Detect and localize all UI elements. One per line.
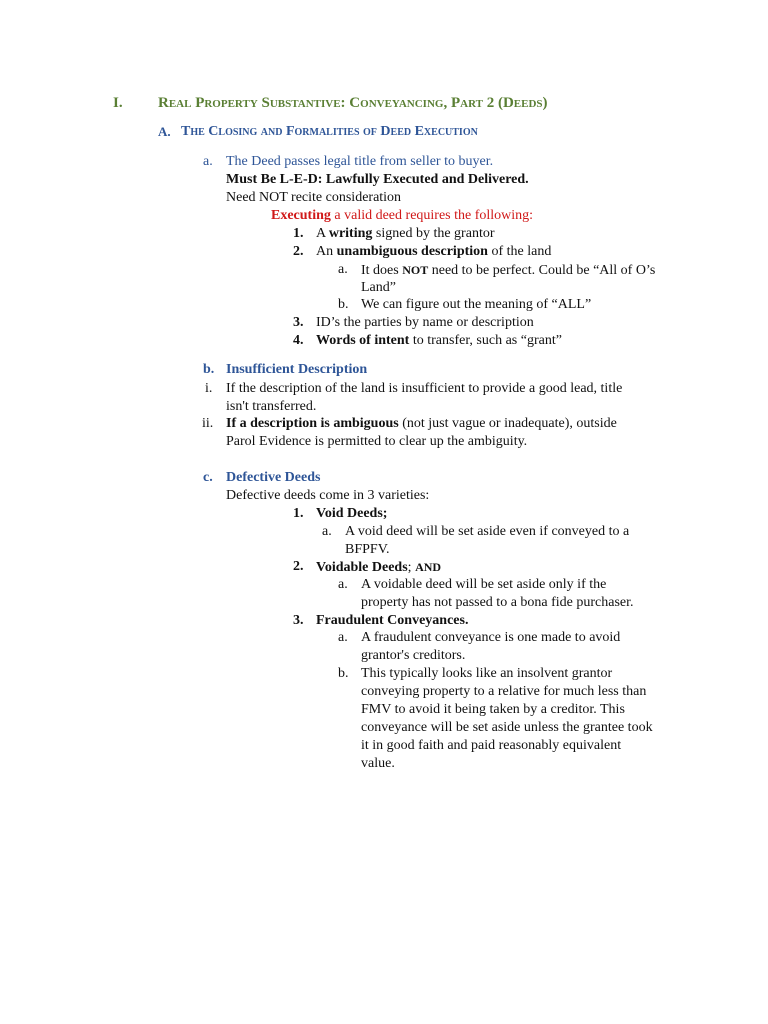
item-2-text: An unambiguous description of the land — [316, 244, 552, 259]
type-3-label: Fraudulent Conveyances. — [316, 613, 469, 628]
item-1-text: A writing signed by the grantor — [316, 226, 495, 241]
sub-b-line1: We can figure out the meaning of “ALL” — [361, 297, 592, 312]
item-3-num: 3. — [293, 315, 304, 330]
type-2-num: 2. — [293, 559, 304, 574]
executing-line — [271, 207, 533, 225]
part-b-title: Insufficient Description — [226, 362, 368, 377]
sub-b-marker: b. — [338, 297, 349, 312]
fraud-b-line: conveyance will be set aside unless the grantee took — [361, 720, 653, 735]
part-a-consideration: Need NOT recite consideration — [226, 190, 402, 205]
part-b-ii-line1: If a description is ambiguous (not just vague or inadequate), outside — [226, 416, 617, 431]
sub-a-line2: Land” — [361, 280, 396, 295]
fraud-a-marker: a. — [338, 630, 348, 645]
fraud-a-line2: grantor's creditors. — [361, 648, 466, 663]
part-b-i-marker: i. — [205, 381, 213, 396]
part-c-intro: Defective deeds come in 3 varieties: — [226, 488, 430, 503]
item-4-num: 4. — [293, 333, 304, 348]
voidable-a-line2: property has not passed to a bona fide purchaser. — [361, 595, 634, 610]
part-b-marker: b. — [203, 362, 215, 377]
item-3-text: ID’s the parties by name or description — [316, 315, 534, 330]
part-b-ii-marker: ii. — [202, 416, 214, 431]
void-a-line1: A void deed will be set aside even if conveyed to a — [345, 524, 630, 539]
part-c-title: Defective Deeds — [226, 470, 321, 485]
item-2-num: 2. — [293, 244, 304, 259]
executing-rest: a valid deed requires the following: — [330, 208, 534, 223]
type-3-num: 3. — [293, 613, 304, 628]
fraud-b-line: FMV to avoid it being taken by a creditor. This — [361, 702, 625, 717]
sub-a-line1: It does NOT need to be perfect. Could be “All of O’s — [361, 263, 656, 278]
fraud-b-line: conveying property to a relative for much less than — [361, 684, 647, 699]
executing-bold: Executing — [271, 208, 331, 223]
section-title: Real Property Substantive: Conveyancing, Part 2 (Deeds) — [158, 95, 548, 111]
voidable-a-line1: A voidable deed will be set aside only if the — [361, 577, 607, 592]
fraud-b-line: value. — [361, 756, 395, 771]
fraud-b-marker: b. — [338, 666, 349, 681]
type-2-label: Voidable Deeds; AND — [316, 560, 442, 575]
fraud-a-line1: A fraudulent conveyance is one made to avoid — [361, 630, 621, 645]
part-b-i-line2: isn't transferred. — [226, 399, 317, 414]
voidable-a-marker: a. — [338, 577, 348, 592]
subsection-title: The Closing and Formalities of Deed Execution — [181, 124, 478, 139]
item-4-text: Words of intent to transfer, such as “grant” — [316, 333, 562, 348]
part-c-marker: c. — [203, 470, 213, 485]
part-b-ii-line2: Parol Evidence is permitted to clear up the ambiguity. — [226, 434, 528, 449]
fraud-b-line: it in good faith and paid reasonably equivalent — [361, 738, 622, 753]
item-1-num: 1. — [293, 226, 304, 241]
section-numeral: I. — [113, 95, 123, 111]
fraud-b-line: This typically looks like an insolvent grantor — [361, 666, 613, 681]
void-a-marker: a. — [322, 524, 332, 539]
type-1-label: Void Deeds; — [316, 506, 388, 521]
subsection-letter: A. — [158, 124, 171, 139]
type-1-num: 1. — [293, 506, 304, 521]
part-a-marker: a. — [203, 154, 213, 169]
part-a-led-rule: Must Be L-E-D: Lawfully Executed and Delivered. — [226, 172, 529, 187]
part-b-i-line1: If the description of the land is insufficient to provide a good lead, title — [226, 381, 623, 396]
part-a-line1: The Deed passes legal title from seller to buyer. — [226, 154, 494, 169]
void-a-line2: BFPFV. — [345, 542, 390, 557]
sub-a-marker: a. — [338, 262, 348, 277]
